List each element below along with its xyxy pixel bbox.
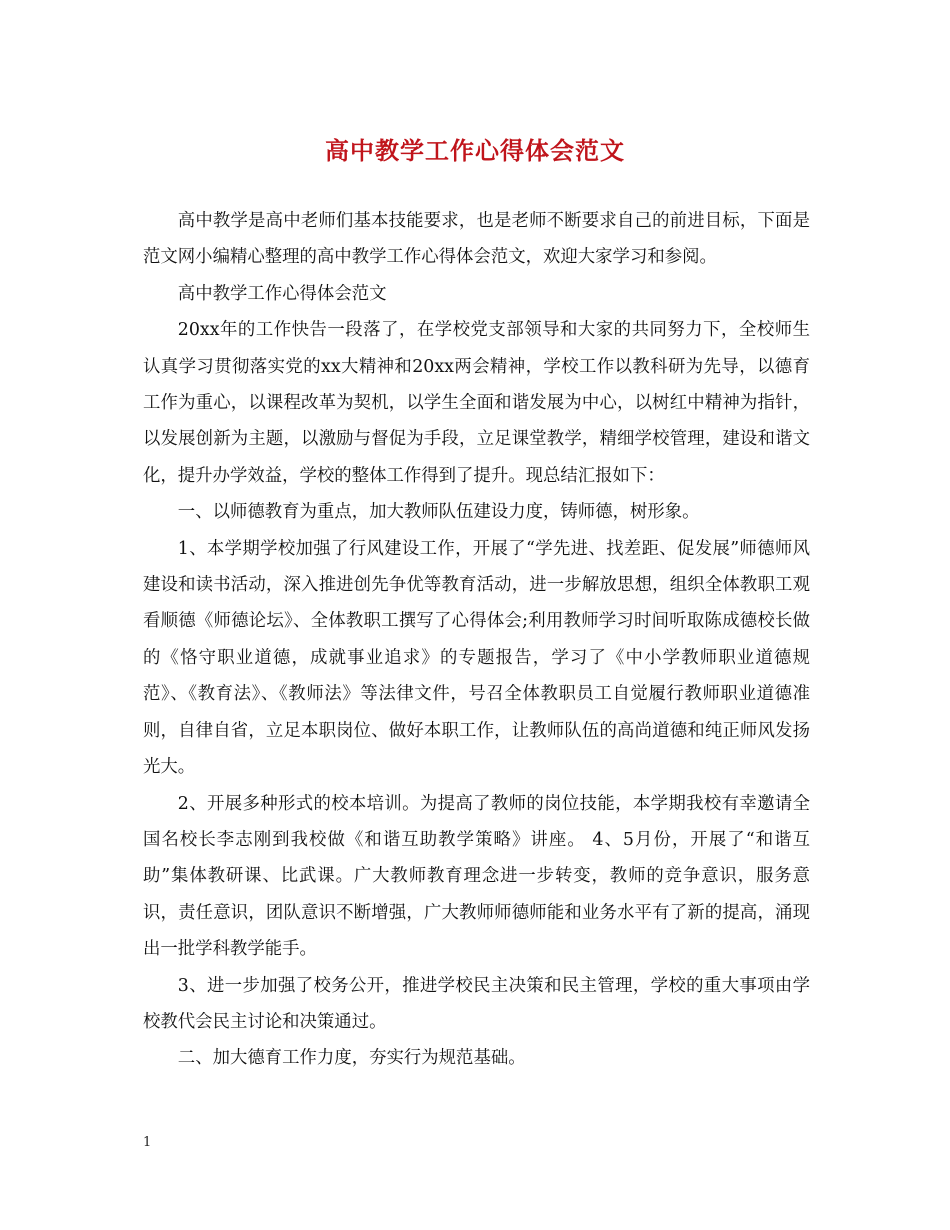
- document-title: 高中教学工作心得体会范文: [325, 136, 625, 165]
- document-body: [143, 203, 810, 1077]
- section-two-heading: 二、加大德育工作力度，夯实行为规范基础。: [177, 1048, 526, 1069]
- item-three-paragraph: 3、进一步加强了校务公开，推进学校民主决策和民主管理，学校的重大事项由学校教代会民主讨论和决策通过。: [143, 975, 810, 1032]
- item-one-paragraph: 1、本学期学校加强了行风建设工作，开展了“学先进、找差距、促发展”师德师风建设和读书活动，深入推进创先争优等教育活动，进一步解放思想，组织全体教职工观看顺德《师德论坛》、全体教职工撰写了心得体会;利用教师学习时间听取陈成德校长做的《恪守职业道德，成就事业追求》的专题报告，学习了《中小学教师职业道德规范》、《教育法》、《教师法》等法律文件，号召全体教职员工自觉履行教师职业道德准则，自律自省，立足本职岗位、做好本职工作，让教师队伍的高尚道德和纯正师风发扬光大。: [143, 538, 810, 778]
- summary-paragraph: 20xx年的工作快告一段落了，在学校党支部领导和大家的共同努力下，全校师生认真学习贯彻落实党的xx大精神和20xx两会精神，学校工作以教科研为先导，以德育工作为重心，以课程改革为契机，以学生全面和谐发展为中心，以树红中精神为指针，以发展创新为主题，以激励与督促为手段，立足课堂教学，精细学校管理，建设和谐文化，提升办学效益，学校的整体工作得到了提升。现总结汇报如下：: [143, 320, 810, 486]
- page-number: 1: [143, 1135, 152, 1150]
- intro-paragraph: 高中教学是高中老师们基本技能要求，也是老师不断要求自己的前进目标，下面是范文网小编精心整理的高中教学工作心得体会范文，欢迎大家学习和参阅。: [143, 211, 810, 268]
- section-heading: 高中教学工作心得体会范文: [177, 283, 387, 304]
- section-one-heading: 一、以师德教育为重点，加大教师队伍建设力度，铸师德，树形象。: [177, 502, 700, 523]
- item-two-paragraph: 2、开展多种形式的校本培训。为提高了教师的岗位技能，本学期我校有幸邀请全国名校长李志刚到我校做《和谐互助教学策略》讲座。 4、5月份，开展了“和谐互助”集体教研课、比武课。广大教师教育理念进一步转变，教师的竞争意识，服务意识，责任意识，团队意识不断增强，广大教师师德师能和业务水平有了新的提高，涌现出一批学科教学能手。: [143, 793, 810, 960]
